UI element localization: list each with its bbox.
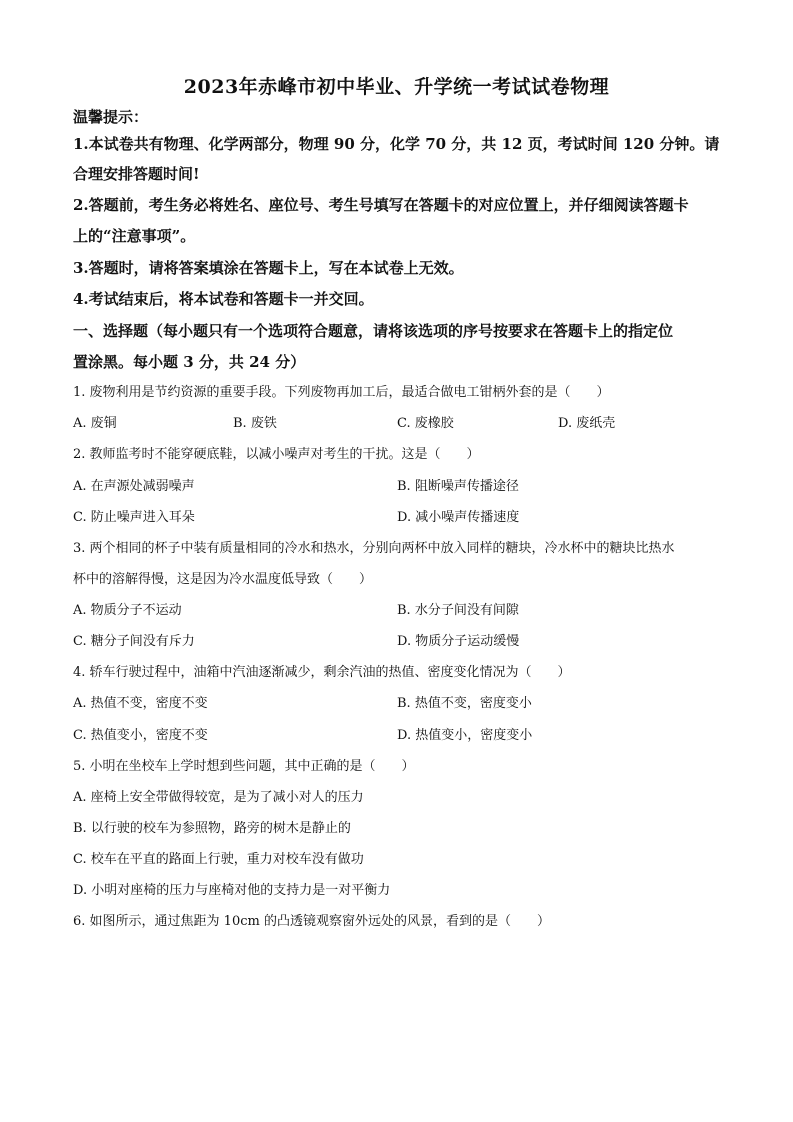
question-3-stem-line-1: 3. 两个相同的杯子中装有质量相同的冷水和热水，分别向两杯中放入同样的糖块，冷水杯中的糖块比热水 bbox=[73, 541, 675, 556]
question-2-option-c: C. 防止噪声进入耳朵 bbox=[73, 510, 195, 525]
question-3-stem-line-2: 杯中的溶解得慢，这是因为冷水温度低导致（ ） bbox=[73, 572, 373, 587]
question-1-option-c: C. 废橡胶 bbox=[397, 416, 454, 431]
section-heading-line-2: 置涂黑。每小题 3 分，共 24 分） bbox=[73, 353, 306, 371]
tip-2-line-2: 上的“注意事项”。 bbox=[73, 227, 196, 245]
tip-2-line-1: 2.答题前，考生务必将姓名、座位号、考生号填写在答题卡的对应位置上，并仔细阅读答题卡 bbox=[73, 196, 689, 214]
question-5-option-a: A. 座椅上安全带做得较宽，是为了减小对人的压力 bbox=[73, 790, 364, 805]
question-1-option-d: D. 废纸壳 bbox=[558, 416, 616, 431]
question-2-option-b: B. 阻断噪声传播途径 bbox=[397, 479, 519, 494]
question-5-option-d: D. 小明对座椅的压力与座椅对他的支持力是一对平衡力 bbox=[73, 883, 391, 898]
question-1-stem: 1. 废物利用是节约资源的重要手段。下列废物再加工后，最适合做电工钳柄外套的是（ ） bbox=[73, 385, 610, 400]
question-2-option-d: D. 减小噪声传播速度 bbox=[397, 510, 520, 525]
tip-1-line-2: 合理安排答题时间! bbox=[73, 165, 200, 183]
question-3-option-d: D. 物质分子运动缓慢 bbox=[397, 634, 520, 649]
tip-4: 4.考试结束后，将本试卷和答题卡一并交回。 bbox=[73, 290, 374, 308]
question-5-option-b: B. 以行驶的校车为参照物，路旁的树木是静止的 bbox=[73, 821, 351, 836]
question-3-option-a: A. 物质分子不运动 bbox=[73, 603, 182, 618]
question-5-stem: 5. 小明在坐校车上学时想到些问题，其中正确的是（ ） bbox=[73, 759, 415, 774]
question-4-option-c: C. 热值变小，密度不变 bbox=[73, 728, 208, 743]
question-4-option-d: D. 热值变小，密度变小 bbox=[397, 728, 533, 743]
question-1-option-a: A. 废铜 bbox=[73, 416, 117, 431]
question-6-stem: 6. 如图所示，通过焦距为 10cm 的凸透镜观察窗外远处的风景，看到的是（ ） bbox=[73, 914, 550, 929]
tips-heading: 温馨提示： bbox=[73, 108, 149, 126]
question-3-option-b: B. 水分子间没有间隙 bbox=[397, 603, 519, 618]
question-4-option-a: A. 热值不变，密度不变 bbox=[73, 696, 208, 711]
tip-1-line-1: 1.本试卷共有物理、化学两部分，物理 90 分，化学 70 分，共 12 页，考试时间 120 分钟。请 bbox=[73, 135, 720, 153]
question-5-option-c: C. 校车在平直的路面上行驶，重力对校车没有做功 bbox=[73, 852, 364, 867]
question-1-option-b: B. 废铁 bbox=[233, 416, 277, 431]
question-3-option-c: C. 糖分子间没有斥力 bbox=[73, 634, 195, 649]
question-4-stem: 4. 轿车行驶过程中，油箱中汽油逐渐减少，剩余汽油的热值、密度变化情况为（ ） bbox=[73, 665, 571, 680]
section-heading-line-1: 一、选择题（每小题只有一个选项符合题意，请将该选项的序号按要求在答题卡上的指定位 bbox=[73, 322, 674, 340]
question-2-option-a: A. 在声源处减弱噪声 bbox=[73, 479, 195, 494]
tip-3: 3.答题时，请将答案填涂在答题卡上，写在本试卷上无效。 bbox=[73, 259, 464, 277]
page-title: 2023年赤峰市初中毕业、升学统一考试试卷物理 bbox=[183, 76, 610, 98]
question-2-stem: 2. 教师监考时不能穿硬底鞋，以减小噪声对考生的干扰。这是（ ） bbox=[73, 447, 480, 462]
question-4-option-b: B. 热值不变，密度变小 bbox=[397, 696, 532, 711]
